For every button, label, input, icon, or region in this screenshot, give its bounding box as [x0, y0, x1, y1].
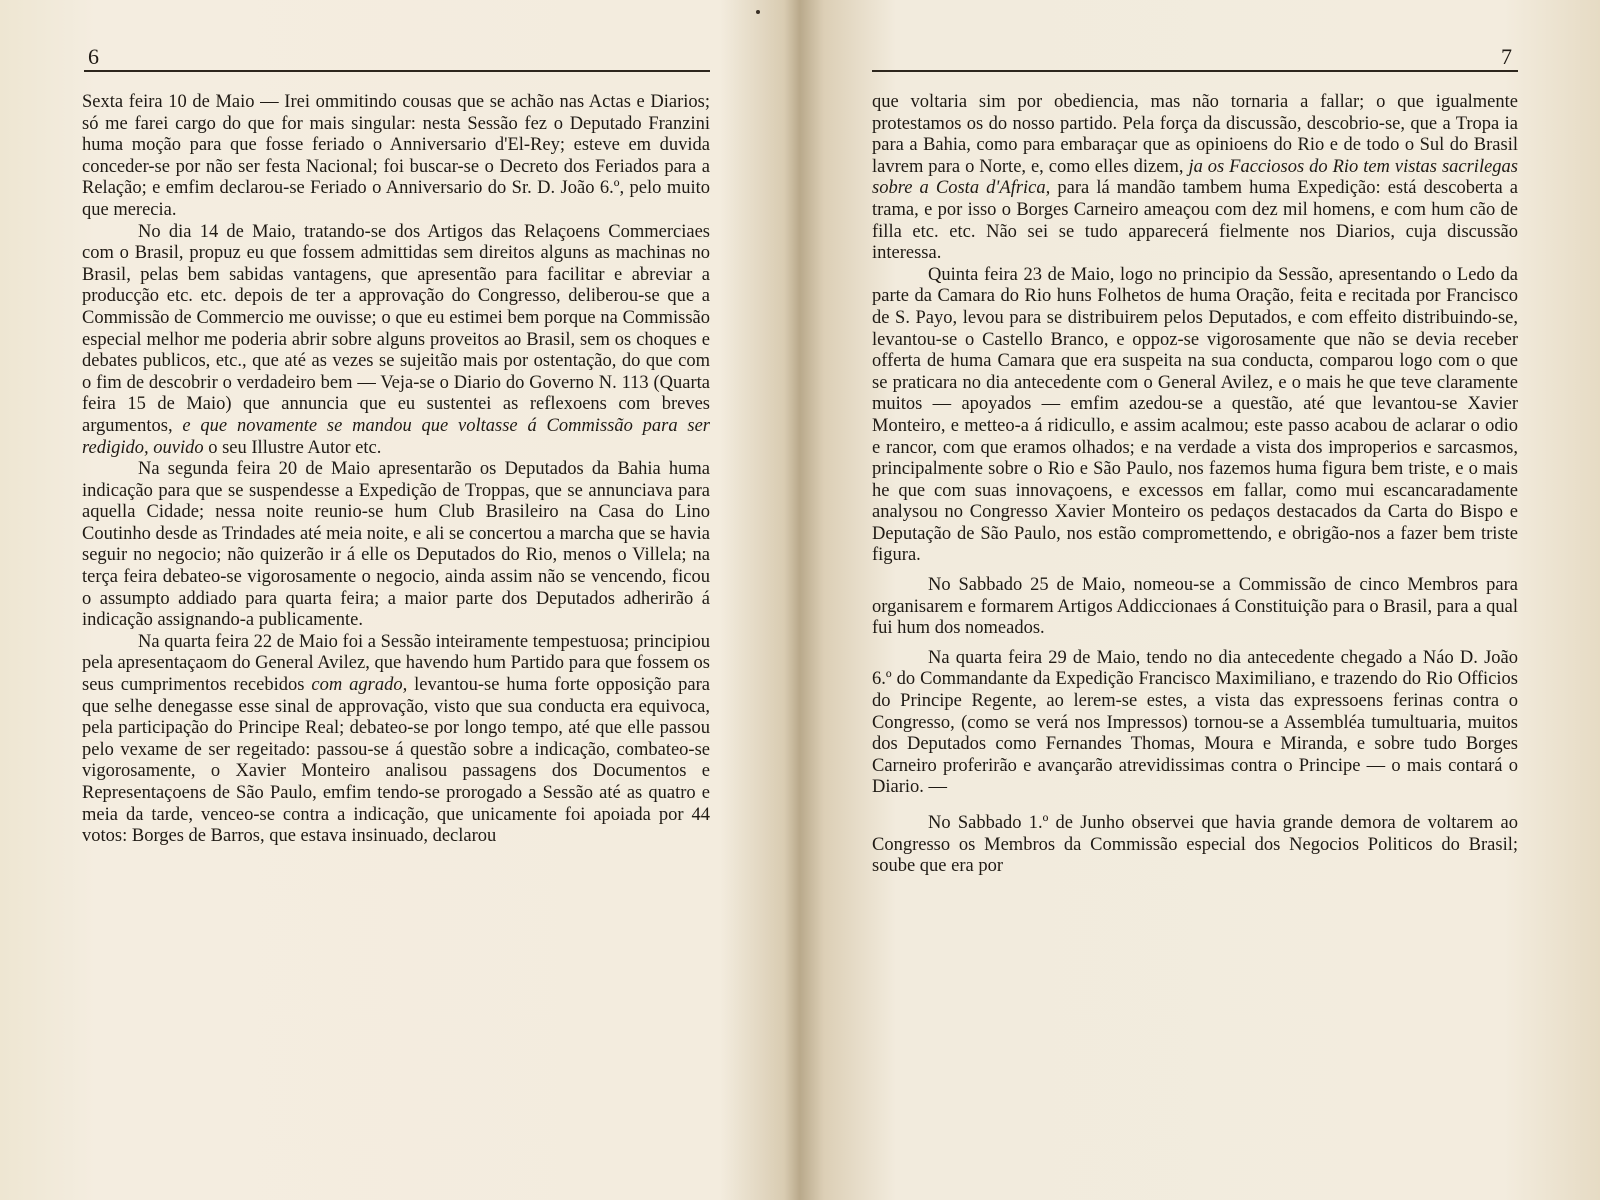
paragraph: Na quarta feira 29 de Maio, tendo no dia antecedente chegado a Náo D. João 6.º do Commandante da Expedição Francisco Maximiliano, e trazendo do Rio Officios do Principe Regente, ao lerem-se estes, a vista das expressoens ferinas contra o Congresso, (como se verá nos Impressos) tornou-se a Assembléa tumultuaria, muitos dos Deputados como Fernandes Thomas, Moura e Miranda, e sobre tudo Borges Carneiro proferirão e avançarão atrevidissimas contra o Principe — o mais contará o Diario. —: [872, 647, 1518, 798]
paragraph: que voltaria sim por obediencia, mas não tornaria a fallar; o que igualmente protestamos os do nosso partido. Pela força da discussão, descobrio-se, que a Tropa ia para a Bahia, como para embaraçar que as opinioens do Rio e de todo o Sul do Brasil lavrem para o Norte, e, como elles dizem, ja os Facciosos do Rio tem vistas sacrilegas sobre a Costa d'Africa, para lá mandão tambem huma Expedição: está descoberta a trama, e por isso o Borges Carneiro ameaçou com dez mil homens, e com hum cão de filla etc. etc. Não sei se tudo apparecerá fielmente nos Diarios, cuja discussão interessa.: [872, 92, 1519, 264]
paragraph: No dia 14 de Maio, tratando-se dos Artigos das Relaçoens Commerciaes com o Brasil, propuz eu que fossem admittidas sem direitos alguns as machinas no Brasil, pelas bem sabidas vantagens, que apresentão para facilitar e abreviar a producção etc. etc. depois de ter a approvação do Congresso, deliberou-se que a Commissão de Commercio me ouvisse; o que eu estimei bem porque na Commissão especial melhor me poderia abrir sobre alguns proveitos ao Brasil, sem os choques e debates publicos, etc., que até as vezes se sujeitão mais por ostentação, do que com o fim de descobrir o verdadeiro bem — Veja-se o Diario do Governo N. 113 (Quarta feira 15 de Maio) que annuncia que eu sustentei as reflexoens com breves argumentos, e que novamente se mandou que voltasse á Commissão para ser redigido, ouvido o seu Illustre Autor etc.: [82, 221, 711, 458]
paragraph: Sexta feira 10 de Maio — Irei ommitindo cousas que se achão nas Actas e Diarios; só me farei cargo do que for mais singular: nesta Sessão fez o Deputado Franzini huma moção para que fosse feriado o Anniversario d'El-Rey; esteve em duvida conceder-se por não ser festa Nacional; foi buscar-se o Decreto dos Feriados para a Relação; e emfim declarou-se Feriado o Anniversario do Sr. D. João 6.º, pelo muito que merecia.: [82, 92, 710, 220]
left-page: [0, 0, 795, 1200]
right-page-number: 7: [1501, 44, 1512, 69]
right-page: [800, 0, 1600, 1200]
paragraph: Na quarta feira 22 de Maio foi a Sessão inteiramente tempestuosa; principiou pela apresentaçaom do General Avilez, que havendo hum Partido para que fossem os seus cumprimentos recebidos com agrado, levantou-se huma forte opposição para que selhe denegasse esse sinal de approvação, visto que sua conducta era equivoca, pela participação do Principe Real; debateo-se por longo tempo, até que elle passou pelo vexame de ser regeitado: passou-se á questão sobre a indicação, combateo-se vigorosamente, o Xavier Monteiro analisou passagens dos Documentos e Representaçoens de São Paulo, emfim tendo-se prorogado a Sessão até as quatro e meia da tarde, venceo-se contra a indicação, que unicamente foi apoiada por 44 votos: Borges de Barros, que estava insinuado, declarou: [82, 631, 710, 847]
right-page-text: [872, 92, 1518, 878]
paragraph: No Sabbado 1.º de Junho observei que havia grande demora de voltarem ao Congresso os Membros da Commissão especial dos Negocios Politicos do Brasil; soube que era por: [872, 813, 1518, 877]
paragraph: Na segunda feira 20 de Maio apresentarão os Deputados da Bahia huma indicação para que se suspendesse a Expedição de Troppas, que se annunciava para aquella Cidade; nessa noite reunio-se hum Club Brasileiro na Casa do Lino Coutinho desde as Trindades até meia noite, e ali se concertou a marcha que se havia seguir no negocio; não quizerão ir á elle os Deputados do Rio, menos o Villela; na terça feira debateo-se vigorosamente o negocio, ainda assim não se vencendo, ficou o assumpto addiado para quarta feira; a maior parte dos Deputados adherirão á indicação assignando-a publicamente.: [82, 459, 710, 631]
left-page-number: 6: [88, 44, 99, 69]
paragraph: No Sabbado 25 de Maio, nomeou-se a Commissão de cinco Membros para organisarem e formarem Artigos Addiccionaes á Constituição para o Brasil, para a qual fui hum dos nomeados.: [872, 575, 1518, 639]
right-page-header: [872, 44, 1518, 72]
paragraph: Quinta feira 23 de Maio, logo no principio da Sessão, apresentando o Ledo da parte da Camara do Rio huns Folhetos de huma Oração, feita e recitada por Francisco de S. Payo, levou para se distribuirem pelos Deputados, e com effeito distribuindo-se, levantou-se o Castello Branco, e oppoz-se vigorosamente que não se devia receber offerta de huma Camara que era suspeita na sua conducta, comparou logo com o que se praticara no dia antecedente com o General Avilez, e o mais he que teve claramente muitos — apoyados — emfim azedou-se a questão, até que levantou-se Xavier Monteiro, e metteo-a á ridicullo, e assim acalmou; este passo acabou de aclarar o odio e rancor, com que eramos olhados; e na verdade a vista dos improperios e sarcasmos, principalmente sobre o Rio e São Paulo, nos fazemos huma figura bem triste, e o mais he que com suas innovaçoens, e excessos em fallar, como mui escancaradamente analysou no Congresso Xavier Monteiro os pedaços destacados da Carta do Bispo e Deputação de São Paulo, nos estão compromettendo, e obrigão-nos a fazer bem triste figura.: [872, 264, 1518, 566]
left-page-header: [84, 44, 710, 72]
left-page-text: [82, 92, 710, 848]
